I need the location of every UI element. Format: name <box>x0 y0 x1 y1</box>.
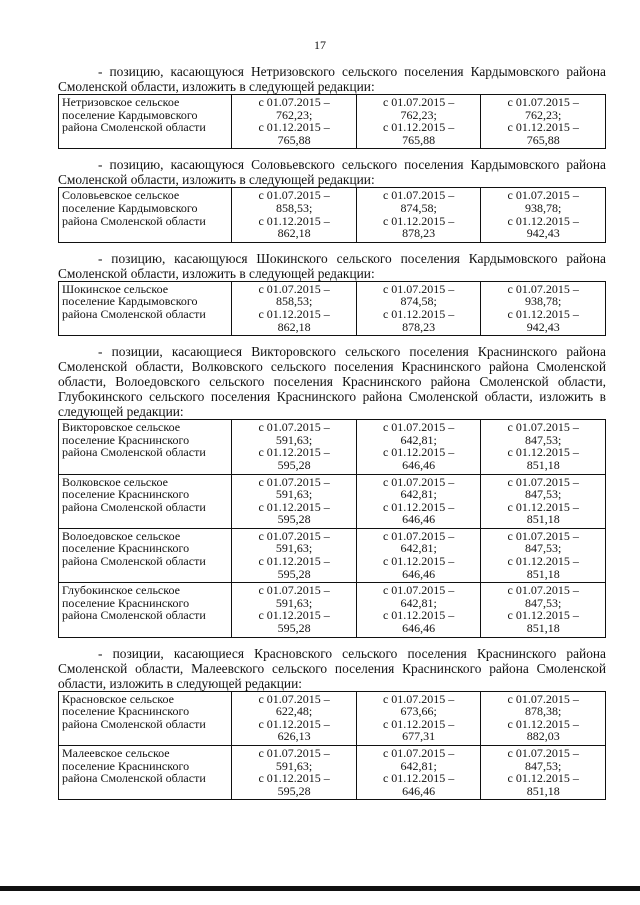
settlement-name-line: района Смоленской области <box>62 716 206 731</box>
tariff-value-line: 938,78; <box>525 200 562 215</box>
tariff-value-line: с 01.12.2015 – <box>382 554 455 569</box>
settlement-name-line: района Смоленской области <box>62 306 206 321</box>
tariff-value-line: с 01.07.2015 – <box>382 420 455 435</box>
tariff-value-line: с 01.07.2015 – <box>507 474 579 489</box>
tariff-value-line: 646,46 <box>402 783 436 798</box>
settlement-name-line: Викторовское сельское <box>62 420 181 435</box>
tariff-value-cell <box>232 528 357 582</box>
tariff-value-line: с 01.07.2015 – <box>258 746 330 760</box>
tariff-value-line: 851,18 <box>526 566 560 581</box>
settlement-name-line: района Смоленской области <box>62 608 206 623</box>
tariff-value-line: с 01.07.2015 – <box>382 188 455 203</box>
tariff-value-line: 847,53; <box>525 487 562 502</box>
tariff-value-line: 942,43 <box>526 226 560 241</box>
settlement-name-line: поселение Краснинского <box>62 487 190 502</box>
settlement-name-line: Глубокинское сельское <box>62 583 180 598</box>
tariff-value-line: 878,23 <box>402 319 436 334</box>
tariff-value-line: с 01.12.2015 – <box>258 445 330 460</box>
tariff-value-cell <box>232 420 357 474</box>
tariff-value-line: 765,88 <box>402 132 436 147</box>
tariff-value-cell <box>356 420 481 474</box>
tariff-value-line: с 01.07.2015 – <box>382 95 455 109</box>
tariff-value-cell <box>481 583 606 637</box>
section-heading: - позиции, касающиеся Красновского сельского поселения Краснинского района Смоленской области, Малеевского сельского поселения Краснинского района Смоленской области, изложить в следующей редакции: <box>58 645 606 691</box>
tariff-value-line: 847,53; <box>525 541 562 556</box>
tariff-value-line: с 01.12.2015 – <box>258 608 330 623</box>
tariff-value-line: 874,58; <box>400 294 437 309</box>
table-row <box>59 281 606 335</box>
settlement-name-line: Волоедовское сельское <box>62 528 181 543</box>
tariff-value-line: с 01.07.2015 – <box>258 281 330 296</box>
tariff-value-line: с 01.07.2015 – <box>507 583 579 598</box>
tariff-value-line: 642,81; <box>400 595 437 610</box>
tariff-value-line: 591,63; <box>275 595 313 610</box>
tariff-value-line: 595,28 <box>277 566 311 581</box>
tariff-value-line: с 01.07.2015 – <box>382 474 455 489</box>
tariff-value-cell <box>481 691 606 745</box>
tariff-value-line: 851,18 <box>526 621 560 636</box>
tariff-value-line: с 01.12.2015 – <box>507 608 579 623</box>
tariff-value-line: 646,46 <box>402 621 436 636</box>
tariff-value-line: с 01.07.2015 – <box>258 188 330 203</box>
tariff-value-cell <box>481 188 606 242</box>
tariff-value-line: с 01.12.2015 – <box>507 499 579 514</box>
tariff-value-line: 938,78; <box>525 294 562 309</box>
tariff-value-line: с 01.12.2015 – <box>382 771 455 786</box>
tariff-value-line: с 01.07.2015 – <box>382 281 455 296</box>
document-body <box>58 64 606 808</box>
table-row <box>59 583 606 637</box>
settlement-name-line: Волковское сельское <box>62 474 168 489</box>
tariff-value-line: с 01.07.2015 – <box>507 528 579 543</box>
tariff-value-line: с 01.07.2015 – <box>258 583 330 598</box>
tariff-value-cell <box>356 281 481 335</box>
tariff-table <box>58 419 606 638</box>
table-row <box>59 474 606 528</box>
settlement-name-cell <box>59 281 232 335</box>
table-row <box>59 95 606 149</box>
tariff-value-line: 851,18 <box>526 457 560 472</box>
tariff-value-cell <box>232 95 357 149</box>
tariff-value-cell <box>481 420 606 474</box>
tariff-value-line: с 01.07.2015 – <box>507 95 579 109</box>
tariff-value-line: с 01.12.2015 – <box>382 716 455 731</box>
tariff-value-line: с 01.12.2015 – <box>258 716 330 731</box>
tariff-value-cell <box>232 474 357 528</box>
tariff-value-line: с 01.07.2015 – <box>258 95 330 109</box>
settlement-name-line: района Смоленской области <box>62 499 206 514</box>
table-row <box>59 691 606 745</box>
tariff-value-line: 847,53; <box>525 432 562 447</box>
tariff-value-line: 591,63; <box>275 758 313 773</box>
tariff-value-cell <box>356 95 481 149</box>
tariff-value-line: с 01.12.2015 – <box>382 608 455 623</box>
tariff-value-line: с 01.07.2015 – <box>382 528 455 543</box>
tariff-value-cell <box>356 188 481 242</box>
tariff-value-line: 646,46 <box>402 566 436 581</box>
tariff-value-cell <box>356 583 481 637</box>
tariff-value-line: 595,28 <box>277 512 311 527</box>
tariff-value-line: 646,46 <box>402 512 436 527</box>
tariff-value-line: с 01.07.2015 – <box>382 691 455 706</box>
tariff-value-line: с 01.12.2015 – <box>382 213 455 228</box>
tariff-value-line: с 01.07.2015 – <box>258 420 330 435</box>
tariff-value-line: 847,53; <box>525 595 562 610</box>
settlement-name-line: Соловьевское сельское <box>62 188 180 203</box>
settlement-name-line: поселение Кардымовского <box>62 200 198 215</box>
tariff-value-cell <box>232 188 357 242</box>
settlement-name-line: Шокинское сельское <box>62 281 169 296</box>
tariff-value-line: 591,63; <box>275 541 313 556</box>
settlement-name-line: района Смоленской области <box>62 554 206 569</box>
tariff-value-line: 677,31 <box>402 729 436 744</box>
tariff-value-line: 878,38; <box>525 704 562 719</box>
tariff-value-line: 642,81; <box>400 432 437 447</box>
tariff-value-line: 673,66; <box>400 704 437 719</box>
tariff-value-cell <box>356 691 481 745</box>
tariff-value-line: 862,18 <box>277 319 311 334</box>
tariff-value-line: 642,81; <box>400 541 437 556</box>
tariff-table <box>58 691 606 801</box>
table-row <box>59 420 606 474</box>
tariff-value-line: с 01.07.2015 – <box>258 691 330 706</box>
tariff-value-line: с 01.07.2015 – <box>258 474 330 489</box>
tariff-value-line: 858,53; <box>275 200 313 215</box>
tariff-value-line: 878,23 <box>402 226 436 241</box>
settlement-name-line: Нетризовское сельское <box>62 95 180 109</box>
tariff-value-line: 762,23; <box>400 107 437 122</box>
tariff-value-line: с 01.12.2015 – <box>258 499 330 514</box>
settlement-name-line: Красновское сельское <box>62 691 174 706</box>
settlement-name-line: поселение Краснинского <box>62 541 190 556</box>
tariff-value-line: с 01.12.2015 – <box>258 306 330 321</box>
tariff-value-line: 765,88 <box>526 132 560 147</box>
settlement-name-line: района Смоленской области <box>62 445 206 460</box>
tariff-value-line: с 01.12.2015 – <box>382 445 455 460</box>
tariff-value-line: с 01.12.2015 – <box>258 213 330 228</box>
tariff-value-line: 591,63; <box>275 487 313 502</box>
settlement-name-line: района Смоленской области <box>62 213 206 228</box>
tariff-value-line: 595,28 <box>277 621 311 636</box>
tariff-value-cell <box>232 583 357 637</box>
tariff-value-line: 622,48; <box>275 704 313 719</box>
tariff-value-line: с 01.07.2015 – <box>507 420 579 435</box>
tariff-value-line: с 01.12.2015 – <box>507 716 579 731</box>
tariff-value-line: с 01.12.2015 – <box>258 120 330 135</box>
settlement-name-line: поселение Кардымовского <box>62 294 198 309</box>
settlement-name-cell <box>59 95 232 149</box>
tariff-value-line: 874,58; <box>400 200 437 215</box>
tariff-value-line: 851,18 <box>526 512 560 527</box>
tariff-value-line: с 01.12.2015 – <box>507 445 579 460</box>
tariff-value-cell <box>481 746 606 800</box>
tariff-value-cell <box>356 528 481 582</box>
tariff-value-line: с 01.07.2015 – <box>382 746 455 760</box>
tariff-value-line: с 01.07.2015 – <box>258 528 330 543</box>
settlement-name-line: поселение Краснинского <box>62 595 190 610</box>
tariff-value-line: с 01.12.2015 – <box>507 554 579 569</box>
tariff-value-line: 595,28 <box>277 783 311 798</box>
tariff-value-line: 882,03 <box>526 729 560 744</box>
table-row <box>59 746 606 800</box>
tariff-value-line: 858,53; <box>275 294 313 309</box>
tariff-value-cell <box>481 95 606 149</box>
tariff-value-line: с 01.07.2015 – <box>507 691 579 706</box>
settlement-name-cell <box>59 528 232 582</box>
tariff-value-cell <box>232 691 357 745</box>
tariff-value-line: с 01.12.2015 – <box>258 554 330 569</box>
tariff-value-cell <box>356 746 481 800</box>
tariff-value-line: с 01.07.2015 – <box>507 281 579 296</box>
tariff-value-cell <box>356 474 481 528</box>
tariff-value-line: 862,18 <box>277 226 311 241</box>
tariff-value-line: 595,28 <box>277 457 311 472</box>
tariff-value-line: с 01.12.2015 – <box>258 771 330 786</box>
tariff-value-line: с 01.12.2015 – <box>507 306 579 321</box>
section-heading: - позиции, касающиеся Викторовского сельского поселения Краснинского района Смоленской области, Волковского сельского поселения Краснинского района Смоленской области, Волоедовского сельского поселения Краснинского района Смоленской области, Глубокинского сельского поселения Краснинского района Смоленской области, изложить в следующей редакции: <box>58 344 606 420</box>
tariff-table <box>58 94 606 149</box>
settlement-name-line: района Смоленской области <box>62 771 206 786</box>
settlement-name-cell <box>59 691 232 745</box>
settlement-name-line: района Смоленской области <box>62 120 206 135</box>
tariff-value-cell <box>481 281 606 335</box>
tariff-value-line: с 01.12.2015 – <box>507 771 579 786</box>
settlement-name-line: Малеевское сельское <box>62 746 170 760</box>
settlement-name-cell <box>59 583 232 637</box>
tariff-value-line: с 01.12.2015 – <box>507 120 579 135</box>
section-heading: - позицию, касающуюся Нетризовского сельского поселения Кардымовского района Смоленской области, изложить в следующей редакции: <box>58 64 606 94</box>
tariff-value-line: 762,23; <box>525 107 562 122</box>
settlement-name-cell <box>59 746 232 800</box>
tariff-value-cell <box>232 281 357 335</box>
settlement-name-cell <box>59 188 232 242</box>
section-heading: - позицию, касающуюся Соловьевского сельского поселения Кардымовского района Смоленской области, изложить в следующей редакции: <box>58 157 606 188</box>
tariff-value-line: 642,81; <box>400 487 437 502</box>
table-row <box>59 528 606 582</box>
tariff-table <box>58 281 606 336</box>
tariff-value-line: 591,63; <box>275 432 313 447</box>
settlement-name-cell <box>59 420 232 474</box>
bottom-rule <box>0 886 640 891</box>
tariff-value-line: с 01.07.2015 – <box>507 188 579 203</box>
tariff-value-line: 942,43 <box>526 319 560 334</box>
tariff-value-line: 765,88 <box>277 132 311 147</box>
section-heading: - позицию, касающуюся Шокинского сельского поселения Кардымовского района Смоленской области, изложить в следующей редакции: <box>58 250 606 281</box>
tariff-value-line: с 01.12.2015 – <box>382 499 455 514</box>
tariff-value-line: 847,53; <box>525 758 562 773</box>
tariff-value-line: с 01.07.2015 – <box>382 583 455 598</box>
tariff-value-line: с 01.07.2015 – <box>507 746 579 760</box>
settlement-name-line: поселение Краснинского <box>62 432 190 447</box>
table-row <box>59 188 606 242</box>
settlement-name-line: поселение Кардымовского <box>62 107 198 122</box>
tariff-value-line: 642,81; <box>400 758 437 773</box>
settlement-name-line: поселение Краснинского <box>62 758 190 773</box>
tariff-value-line: с 01.12.2015 – <box>382 306 455 321</box>
tariff-table <box>58 187 606 242</box>
tariff-value-line: 851,18 <box>526 783 560 798</box>
tariff-value-cell <box>481 528 606 582</box>
tariff-value-line: 626,13 <box>277 729 311 744</box>
tariff-value-line: 646,46 <box>402 457 436 472</box>
tariff-value-cell <box>481 474 606 528</box>
tariff-value-cell <box>232 746 357 800</box>
settlement-name-cell <box>59 474 232 528</box>
tariff-value-line: с 01.12.2015 – <box>507 213 579 228</box>
tariff-value-line: с 01.12.2015 – <box>382 120 455 135</box>
page-number: 17 <box>314 38 326 52</box>
tariff-value-line: 762,23; <box>275 107 313 122</box>
settlement-name-line: поселение Краснинского <box>62 704 190 719</box>
